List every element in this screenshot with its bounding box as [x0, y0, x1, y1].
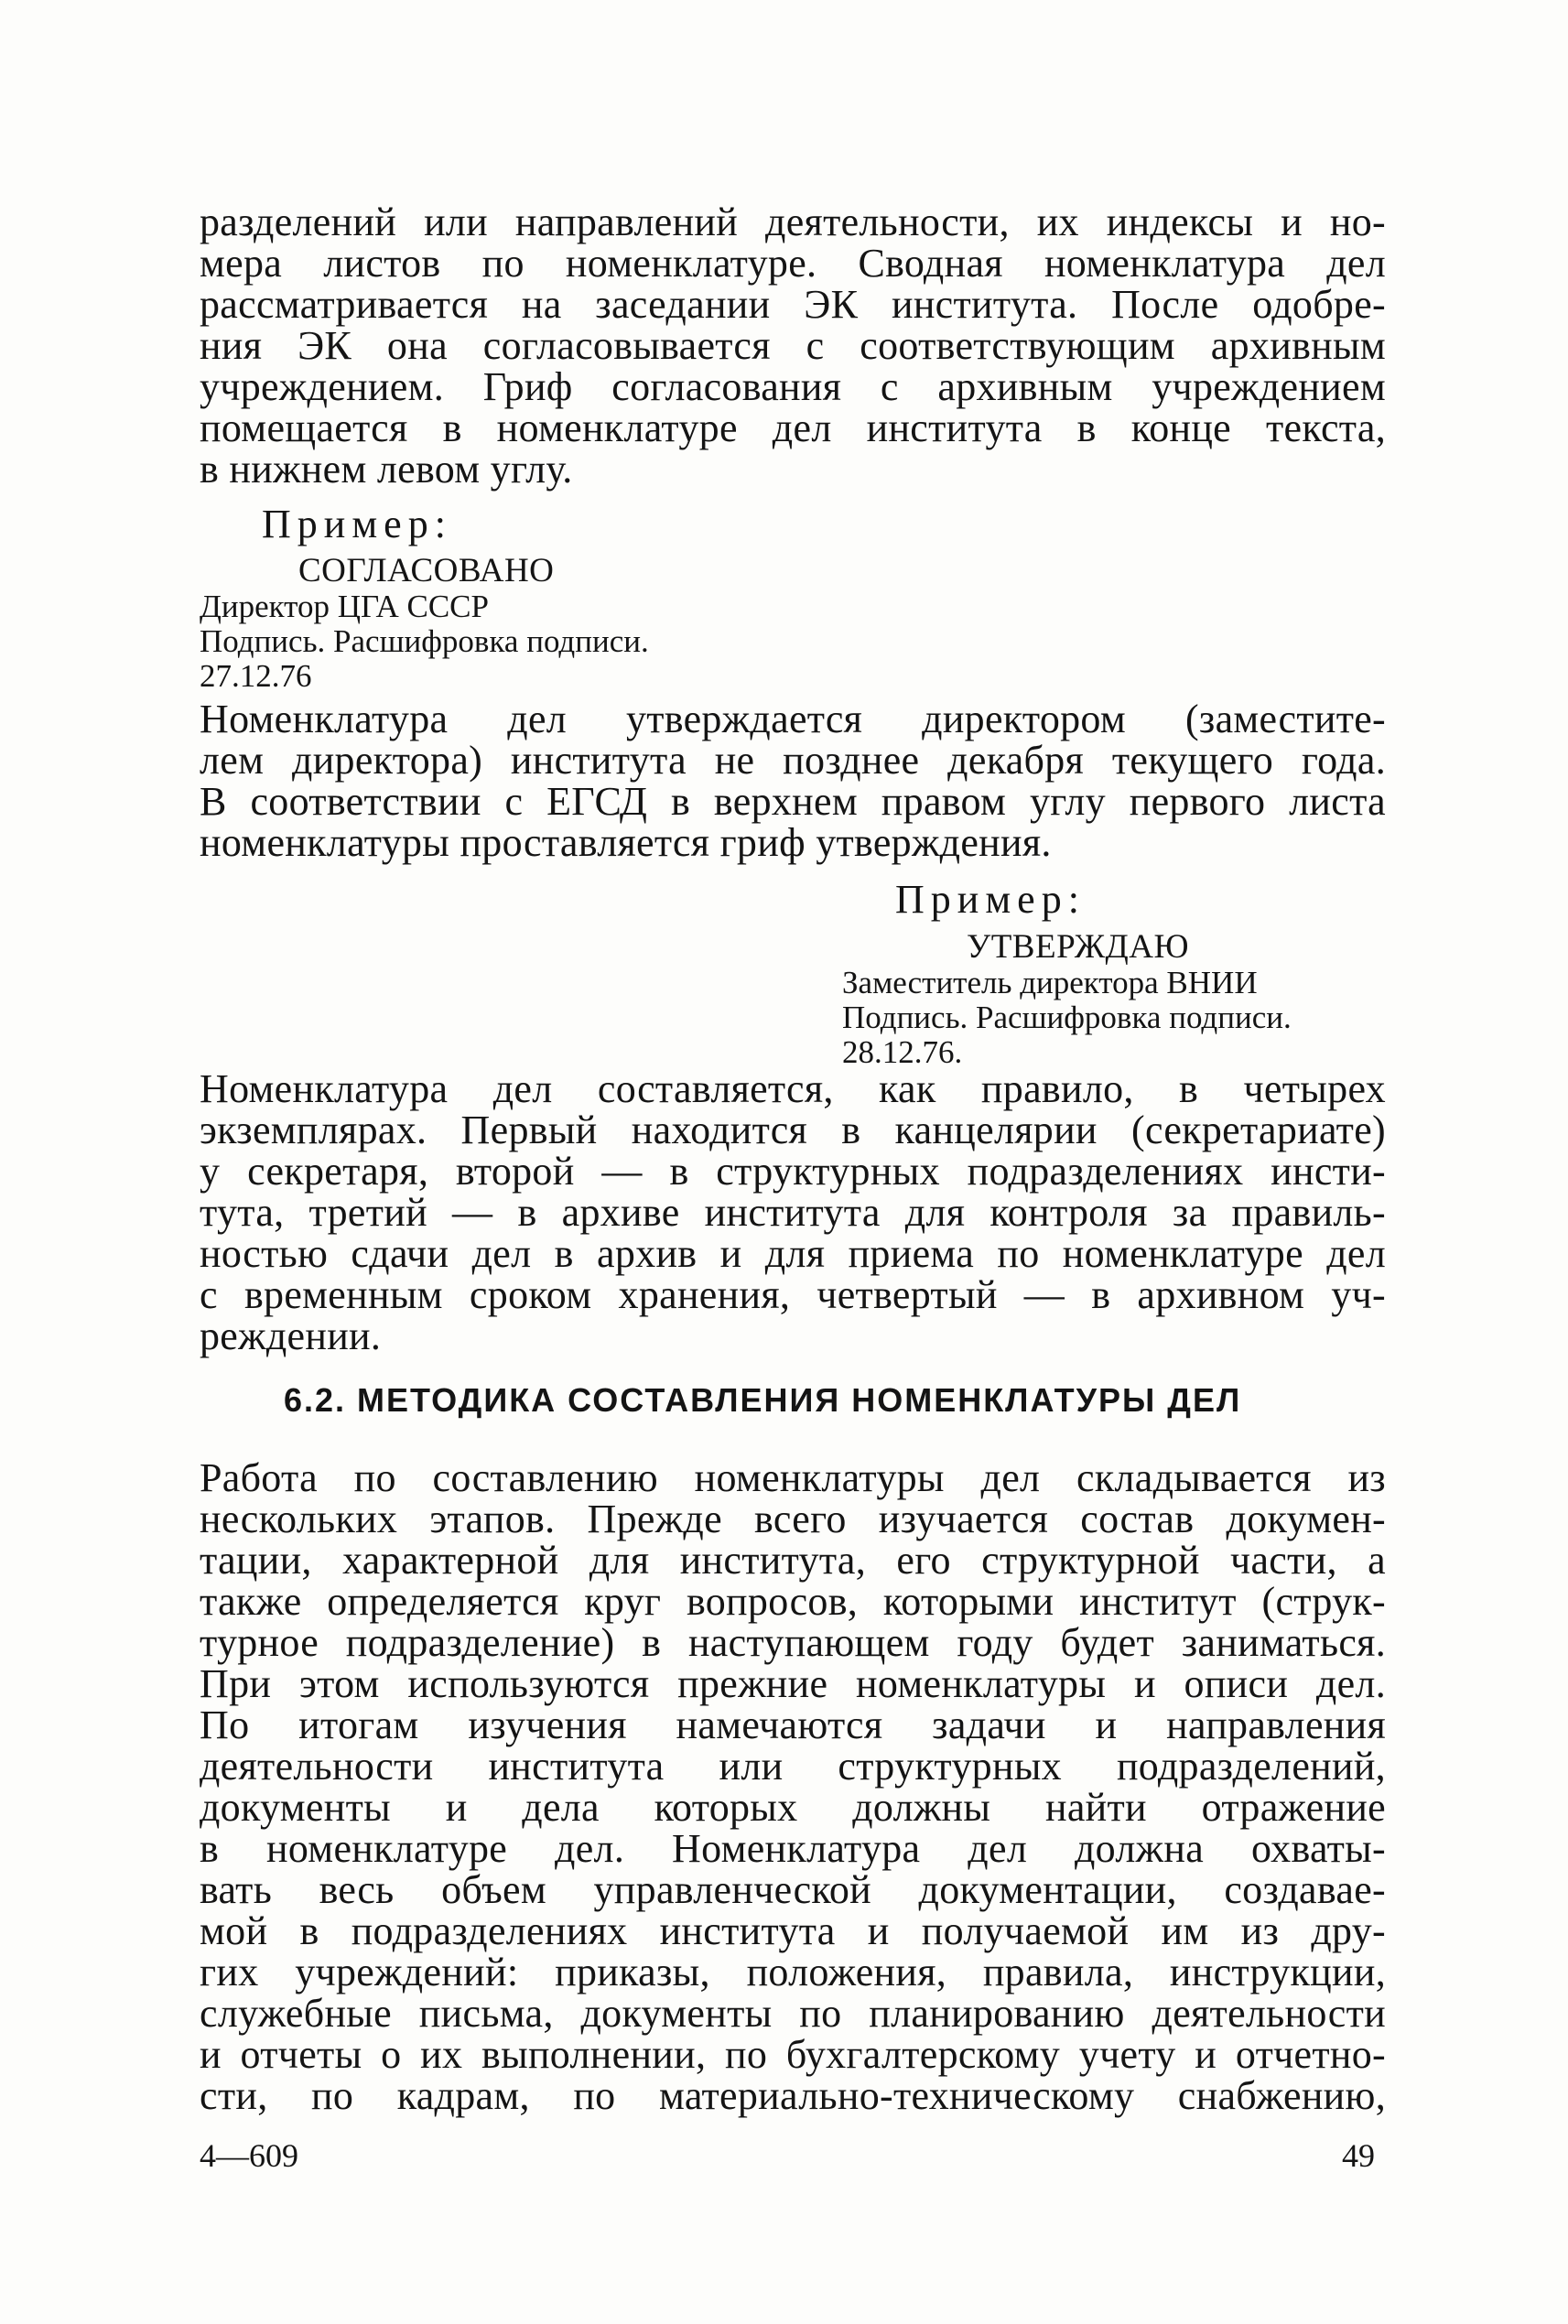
text-line: с временным сроком хранения, четвертый — в архивном уч-: [200, 1272, 1386, 1317]
stamp-date: 28.12.76.: [842, 1034, 963, 1070]
text-line: в номенклатуре дел. Номенклатура дел должна охваты-: [200, 1826, 1386, 1871]
stamp-line: Заместитель директора ВНИИ: [842, 965, 1258, 1000]
text-line: помещается в номенклатуре дел института в конце текста,: [200, 405, 1386, 450]
text-line: экземплярах. Первый находится в канцелярии (секретариате): [200, 1108, 1386, 1152]
stamp-line: Директор ЦГА СССР: [200, 589, 489, 624]
text-line: документы и дела которых должны найти отражение: [200, 1785, 1386, 1830]
text-line: лем директора) института не позднее декабря текущего года.: [200, 738, 1386, 783]
text-line: нескольких этапов. Прежде всего изучается состав докумен-: [200, 1497, 1386, 1541]
page-number: 49: [1342, 2137, 1375, 2174]
example-label: Пример:: [895, 877, 1086, 922]
text-line: деятельности института или структурных подразделений,: [200, 1744, 1386, 1789]
stamp-date: 27.12.76: [200, 658, 312, 694]
text-line: вать весь объем управленческой документации, создавае-: [200, 1867, 1386, 1912]
text-line: мой в подразделениях института и получаемой им из дру-: [200, 1908, 1386, 1953]
text-line: гих учреждений: приказы, положения, правила, инструкции,: [200, 1950, 1386, 1994]
text-line: реждении.: [200, 1313, 382, 1358]
text-line: Номенклатура дел утверждается директором (заместите-: [200, 697, 1386, 741]
text-line: мера листов по номенклатуре. Сводная номенклатура дел: [200, 241, 1386, 286]
stamp-line: Подпись. Расшифровка подписи.: [200, 623, 649, 659]
section-heading: 6.2. МЕТОДИКА СОСТАВЛЕНИЯ НОМЕНКЛАТУРЫ ДЕЛ: [284, 1381, 1242, 1419]
text-line: в нижнем левом углу.: [200, 447, 573, 492]
text-line: разделений или направлений деятельности, их индексы и но-: [200, 200, 1386, 244]
text-line: и отчеты о их выполнении, по бухгалтерскому учету и отчетно-: [200, 2032, 1386, 2077]
stamp-title: УТВЕРЖДАЮ: [967, 928, 1189, 966]
text-line: номенклатуры проставляется гриф утверждения.: [200, 820, 1052, 865]
stamp-title: СОГЛАСОВАНО: [298, 552, 555, 589]
text-line: Работа по составлению номенклатуры дел складывается из: [200, 1455, 1386, 1500]
text-line: учреждением. Гриф согласования с архивным учреждением: [200, 364, 1386, 409]
text-line: у секретаря, второй — в структурных подразделениях инсти-: [200, 1149, 1386, 1194]
text-line: рассматривается на заседании ЭК института. После одобре-: [200, 282, 1386, 327]
example-label: Пример:: [262, 502, 452, 546]
text-line: сти, по кадрам, по материально-техническому снабжению,: [200, 2073, 1386, 2118]
text-line: турное подразделение) в наступающем году будет заниматься.: [200, 1620, 1386, 1665]
text-line: служебные письма, документы по планированию деятельности: [200, 1991, 1386, 2036]
text-line: Номенклатура дел составляется, как правило, в четырех: [200, 1066, 1386, 1111]
printer-signature: 4—609: [200, 2137, 298, 2174]
text-line: также определяется круг вопросов, которыми институт (струк-: [200, 1579, 1386, 1624]
stamp-line: Подпись. Расшифровка подписи.: [842, 1000, 1292, 1035]
text-line: ностью сдачи дел в архив и для приема по номенклатуре дел: [200, 1231, 1386, 1276]
text-line: тации, характерной для института, его структурной части, а: [200, 1538, 1386, 1583]
text-line: В соответствии с ЕГСД в верхнем правом углу первого листа: [200, 779, 1386, 824]
text-line: ния ЭК она согласовывается с соответствующим архивным: [200, 323, 1386, 368]
text-line: При этом используются прежние номенклатуры и описи дел.: [200, 1661, 1386, 1706]
text-line: тута, третий — в архиве института для контроля за правиль-: [200, 1190, 1386, 1235]
text-line: По итогам изучения намечаются задачи и направления: [200, 1702, 1386, 1747]
